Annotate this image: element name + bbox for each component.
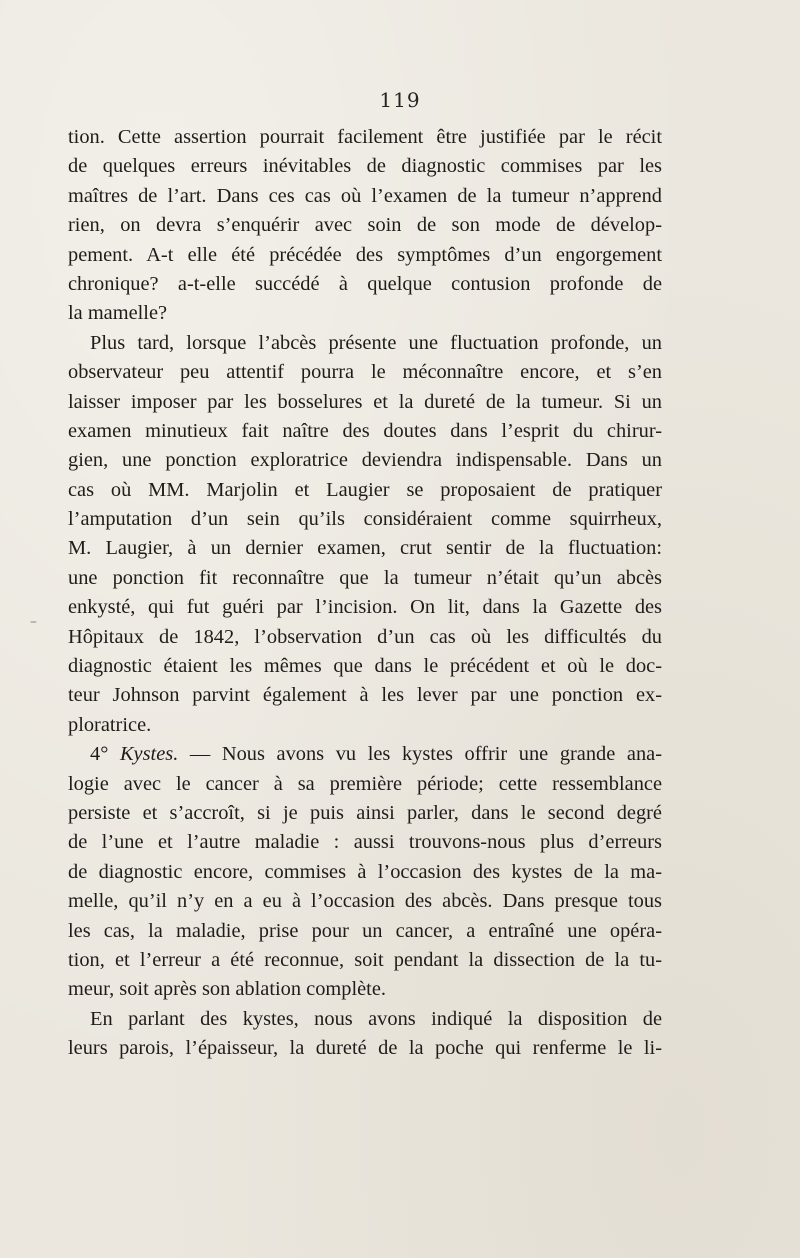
- text-line: Plus tard, lorsque l’abcès présente une fluctuation profonde, un: [90, 331, 662, 354]
- text-line: la mamelle?: [68, 302, 168, 325]
- text-line: persiste et s’accroît, si je puis ainsi parler, dans le second degré: [68, 801, 662, 824]
- text-line: observateur peu attentif pourra le méconnaître encore, et s’en: [68, 361, 662, 384]
- line-text: — Nous avons vu les kystes offrir une grande ana-: [178, 743, 662, 766]
- text-line: gien, une ponction exploratrice deviendra indispensable. Dans un: [68, 449, 662, 472]
- text-line: cas où MM. Marjolin et Laugier se proposaient de pratiquer: [68, 478, 662, 501]
- text-line: laisser imposer par les bosselures et la dureté de la tumeur. Si un: [68, 390, 662, 413]
- text-line: Hôpitaux de 1842, l’observation d’un cas où les difficultés du: [68, 625, 662, 648]
- section-title: Kystes.: [119, 743, 179, 766]
- body-text: [68, 123, 662, 1064]
- text-line: chronique? a-t-elle succédé à quelque contusion profonde de: [68, 272, 662, 295]
- text-line: l’amputation d’un sein qu’ils considéraient comme squirrheux,: [68, 508, 662, 531]
- text-line: les cas, la maladie, prise pour un cancer, a entraîné une opéra-: [68, 919, 662, 942]
- text-line: teur Johnson parvint également à les lever par une ponction ex-: [68, 684, 662, 707]
- text-line: maîtres de l’art. Dans ces cas où l’examen de la tumeur n’apprend: [68, 184, 662, 207]
- text-line: enkysté, qui fut guéri par l’incision. On lit, dans la Gazette des: [68, 596, 662, 619]
- page-number: 119: [379, 88, 421, 112]
- text-line: tion, et l’erreur a été reconnue, soit pendant la dissection de la tu-: [68, 948, 662, 971]
- text-line: diagnostic étaient les mêmes que dans le précédent et où le doc-: [68, 655, 662, 678]
- text-line: logie avec le cancer à sa première période; cette ressemblance: [68, 772, 662, 795]
- text-line: de l’une et l’autre maladie : aussi trouvons-nous plus d’erreurs: [68, 831, 662, 854]
- text-line: meur, soit après son ablation complète.: [68, 978, 386, 1001]
- section-number: 4°: [90, 743, 120, 766]
- text-line: melle, qu’il n’y en a eu à l’occasion des abcès. Dans presque tous: [68, 890, 662, 913]
- text-line: de quelques erreurs inévitables de diagnostic commises par les: [68, 155, 662, 178]
- text-line: M. Laugier, à un dernier examen, crut sentir de la fluctuation:: [68, 537, 662, 560]
- text-line: En parlant des kystes, nous avons indiqué la disposition de: [90, 1007, 662, 1030]
- text-line: une ponction fit reconnaître que la tumeur n’était qu’un abcès: [68, 566, 662, 589]
- text-line: examen minutieux fait naître des doutes dans l’esprit du chirur-: [68, 419, 662, 442]
- text-line: [68, 740, 662, 769]
- text-line: tion. Cette assertion pourrait facilement être justifiée par le récit: [68, 126, 662, 148]
- text-line: de diagnostic encore, commises à l’occasion des kystes de la ma-: [68, 860, 662, 883]
- text-line: rien, on devra s’enquérir avec soin de son mode de dévelop-: [68, 214, 662, 237]
- text-line: pement. A-t elle été précédée des symptômes d’un engorgement: [68, 243, 662, 266]
- margin-mark: –: [30, 614, 37, 630]
- text-line: ploratrice.: [68, 713, 152, 736]
- text-line: leurs parois, l’épaisseur, la dureté de la poche qui renferme le li-: [68, 1037, 662, 1060]
